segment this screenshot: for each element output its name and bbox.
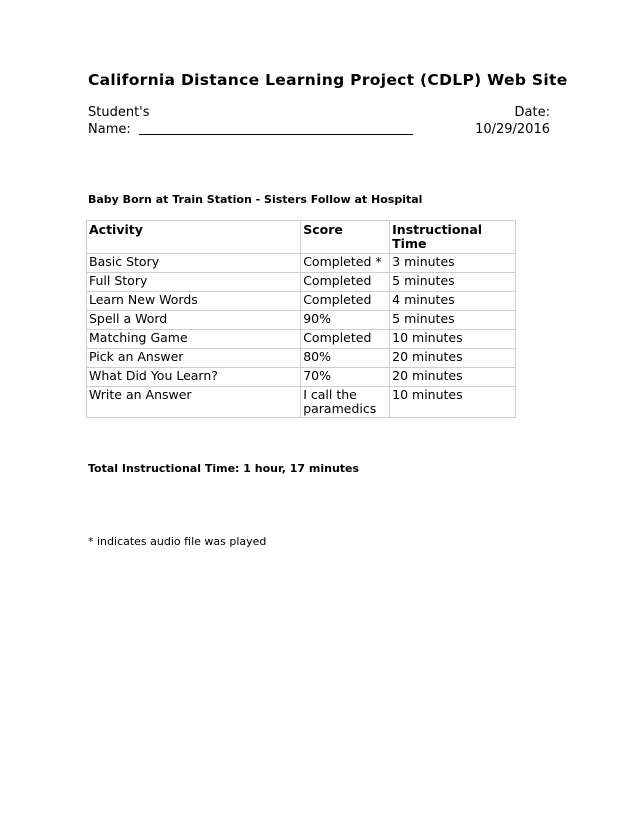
cell-time: 20 minutes <box>390 349 516 368</box>
cell-score: Completed * <box>301 254 390 273</box>
cell-activity: Matching Game <box>87 330 301 349</box>
student-name-line <box>139 134 413 135</box>
student-label-line2: Name: <box>88 122 131 137</box>
cell-activity: What Did You Learn? <box>87 368 301 387</box>
header-instructional-time: Instructional Time <box>390 221 516 254</box>
table-row <box>87 349 516 368</box>
table-row <box>87 387 516 418</box>
cell-time: 3 minutes <box>390 254 516 273</box>
cell-time: 5 minutes <box>390 311 516 330</box>
cell-activity: Full Story <box>87 273 301 292</box>
table-row <box>87 330 516 349</box>
cell-activity: Pick an Answer <box>87 349 301 368</box>
total-instructional-time: Total Instructional Time: 1 hour, 17 minutes <box>88 462 360 475</box>
cell-score: Completed <box>301 292 390 311</box>
cell-score: Completed <box>301 273 390 292</box>
date-block <box>440 104 550 138</box>
table-header-row <box>87 221 516 254</box>
audio-footnote: * indicates audio file was played <box>88 535 267 548</box>
cell-score: Completed <box>301 330 390 349</box>
cell-score: 90% <box>301 311 390 330</box>
cell-time: 10 minutes <box>390 387 516 418</box>
cell-time: 4 minutes <box>390 292 516 311</box>
table-row <box>87 292 516 311</box>
student-label-line1: Student's <box>88 105 150 120</box>
cell-time: 5 minutes <box>390 273 516 292</box>
table-row <box>87 273 516 292</box>
student-name-row <box>88 121 413 138</box>
table-row <box>87 254 516 273</box>
cell-score: 80% <box>301 349 390 368</box>
cell-score: I call the paramedics <box>301 387 390 418</box>
cell-score: 70% <box>301 368 390 387</box>
activity-table <box>86 220 516 418</box>
story-title: Baby Born at Train Station - Sisters Follow at Hospital <box>88 193 423 206</box>
cell-activity: Spell a Word <box>87 311 301 330</box>
table-row <box>87 368 516 387</box>
page-title: California Distance Learning Project (CDLP) Web Site <box>88 71 568 89</box>
student-name-block <box>88 104 413 138</box>
table-row <box>87 311 516 330</box>
cell-activity: Learn New Words <box>87 292 301 311</box>
cell-time: 10 minutes <box>390 330 516 349</box>
date-value: 10/29/2016 <box>475 122 550 137</box>
header-score: Score <box>301 221 390 254</box>
cell-time: 20 minutes <box>390 368 516 387</box>
date-label: Date: <box>514 105 550 120</box>
header-activity: Activity <box>87 221 301 254</box>
cell-activity: Write an Answer <box>87 387 301 418</box>
cell-activity: Basic Story <box>87 254 301 273</box>
